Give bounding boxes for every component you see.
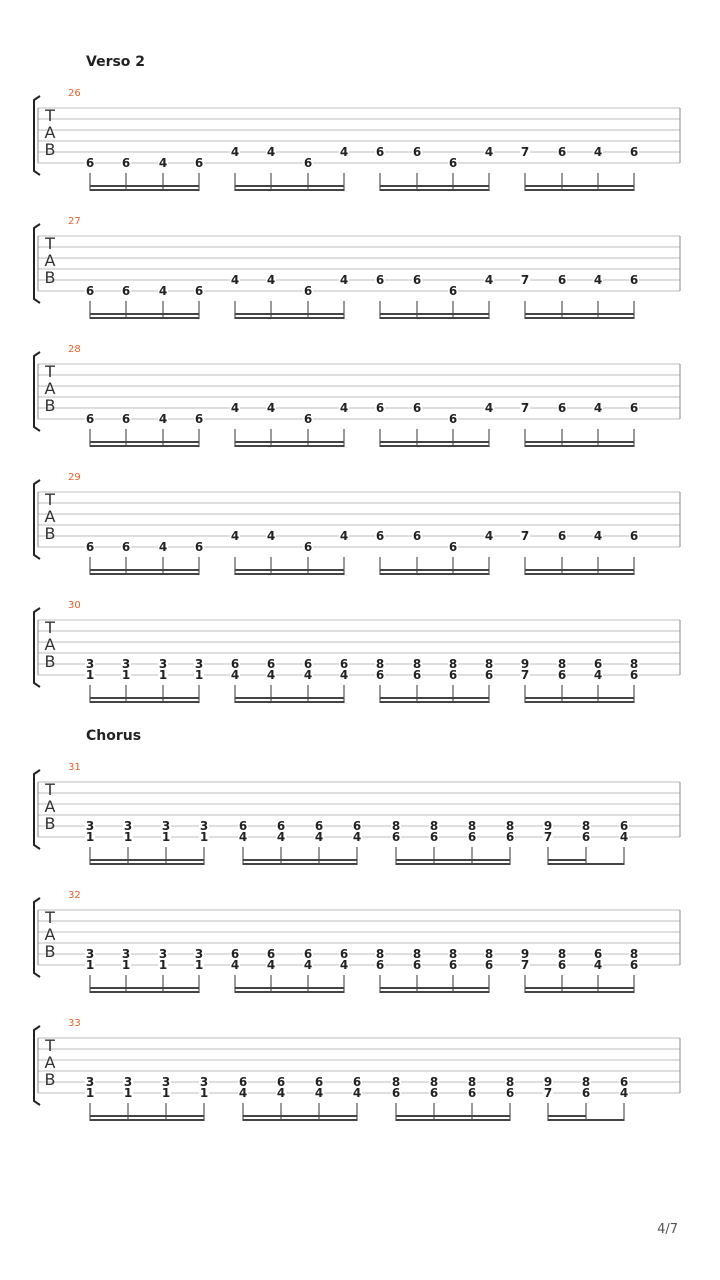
fret-number: 6: [412, 958, 422, 972]
fret-number: 6: [412, 273, 422, 287]
tab-system-31: [34, 762, 680, 865]
fret-number: 6: [121, 284, 131, 298]
beam: [380, 441, 489, 443]
fret-number: 3: [158, 657, 168, 671]
fret-number: 3: [194, 657, 204, 671]
fret-number: 6: [238, 1075, 248, 1089]
fret-number: 6: [629, 529, 639, 543]
fret-number: 8: [505, 1075, 515, 1089]
fret-number: 3: [158, 947, 168, 961]
tab-clef-letter: A: [44, 507, 56, 526]
beam: [90, 697, 199, 699]
tab-clef-letter: T: [45, 908, 55, 927]
fret-number: 4: [339, 529, 349, 543]
fret-number: 1: [199, 1086, 209, 1100]
fret-number: 4: [593, 273, 603, 287]
tab-clef-letter: A: [44, 925, 56, 944]
fret-number: 1: [85, 958, 95, 972]
fret-number: 1: [161, 1086, 171, 1100]
fret-number: 1: [194, 668, 204, 682]
fret-number: 6: [448, 958, 458, 972]
fret-number: 6: [194, 412, 204, 426]
tab-clef-letter: A: [44, 251, 56, 270]
fret-number: 8: [484, 657, 494, 671]
beam: [380, 701, 489, 703]
fret-number: 6: [412, 668, 422, 682]
fret-number: 6: [467, 1086, 477, 1100]
beam: [235, 189, 344, 191]
beam: [380, 317, 489, 319]
fret-number: 4: [230, 145, 240, 159]
fret-number: 6: [375, 668, 385, 682]
beam: [396, 859, 510, 861]
fret-number: 6: [303, 947, 313, 961]
fret-number: 8: [557, 657, 567, 671]
fret-number: 7: [543, 830, 553, 844]
fret-number: 4: [266, 958, 276, 972]
fret-number: 6: [339, 947, 349, 961]
beam: [235, 991, 344, 993]
tab-clef-letter: B: [44, 942, 56, 961]
fret-number: 6: [85, 284, 95, 298]
beam: [548, 1119, 624, 1121]
beam: [235, 701, 344, 703]
fret-number: 4: [314, 830, 324, 844]
fret-number: 9: [520, 947, 530, 961]
beam: [525, 317, 634, 319]
fret-number: 1: [161, 830, 171, 844]
fret-number: 6: [266, 657, 276, 671]
fret-number: 4: [484, 401, 494, 415]
beam: [525, 991, 634, 993]
fret-number: 8: [375, 657, 385, 671]
beam: [235, 185, 344, 187]
fret-number: 6: [557, 529, 567, 543]
beam: [380, 445, 489, 447]
fret-number: 6: [375, 401, 385, 415]
beam: [235, 313, 344, 315]
fret-number: 6: [230, 947, 240, 961]
fret-number: 4: [158, 412, 168, 426]
tab-clef-letter: B: [44, 396, 56, 415]
fret-number: 6: [557, 145, 567, 159]
fret-number: 9: [543, 1075, 553, 1089]
fret-number: 6: [629, 145, 639, 159]
tab-clef-letter: T: [45, 490, 55, 509]
fret-number: 6: [121, 540, 131, 554]
fret-number: 4: [339, 145, 349, 159]
fret-number: 6: [629, 958, 639, 972]
fret-number: 3: [194, 947, 204, 961]
beam: [525, 445, 634, 447]
fret-number: 4: [158, 540, 168, 554]
tab-clef-letter: T: [45, 234, 55, 253]
fret-number: 6: [593, 947, 603, 961]
fret-number: 3: [161, 1075, 171, 1089]
beam: [380, 987, 489, 989]
tab-clef-letter: A: [44, 123, 56, 142]
fret-number: 6: [303, 657, 313, 671]
fret-number: 7: [520, 668, 530, 682]
fret-number: 6: [467, 830, 477, 844]
fret-number: 7: [520, 958, 530, 972]
fret-number: 6: [276, 1075, 286, 1089]
fret-number: 4: [339, 668, 349, 682]
beam: [380, 313, 489, 315]
fret-number: 1: [123, 830, 133, 844]
fret-number: 4: [230, 401, 240, 415]
tab-system-29: [34, 472, 680, 575]
measure-number: 33: [68, 1018, 81, 1029]
beam: [548, 859, 586, 861]
measure-number: 28: [68, 344, 81, 355]
tab-system-26: [34, 88, 680, 191]
beam: [380, 697, 489, 699]
fret-number: 8: [467, 1075, 477, 1089]
beam: [525, 185, 634, 187]
fret-number: 6: [85, 540, 95, 554]
beam: [548, 863, 624, 865]
beam: [90, 991, 199, 993]
beam: [396, 1115, 510, 1117]
fret-number: 4: [303, 958, 313, 972]
tab-clef-letter: T: [45, 618, 55, 637]
fret-number: 4: [352, 1086, 362, 1100]
fret-number: 1: [199, 830, 209, 844]
tab-clef-letter: T: [45, 106, 55, 125]
fret-number: 4: [303, 668, 313, 682]
fret-number: 1: [85, 1086, 95, 1100]
fret-number: 6: [557, 273, 567, 287]
tab-clef-letter: B: [44, 652, 56, 671]
fret-number: 4: [238, 1086, 248, 1100]
beam: [243, 863, 357, 865]
fret-number: 6: [412, 529, 422, 543]
fret-number: 6: [121, 156, 131, 170]
tab-clef-letter: B: [44, 140, 56, 159]
beam: [90, 573, 199, 575]
fret-number: 6: [85, 412, 95, 426]
beam: [235, 317, 344, 319]
fret-number: 8: [467, 819, 477, 833]
fret-number: 3: [121, 947, 131, 961]
fret-number: 3: [161, 819, 171, 833]
fret-number: 4: [158, 156, 168, 170]
fret-number: 4: [339, 958, 349, 972]
fret-number: 7: [520, 145, 530, 159]
beam: [90, 859, 204, 861]
fret-number: 4: [484, 273, 494, 287]
beam: [380, 189, 489, 191]
fret-number: 6: [194, 284, 204, 298]
fret-number: 6: [557, 401, 567, 415]
beam: [235, 445, 344, 447]
beam: [90, 1119, 204, 1121]
fret-number: 4: [230, 958, 240, 972]
fret-number: 8: [412, 947, 422, 961]
fret-number: 6: [121, 412, 131, 426]
fret-number: 4: [276, 1086, 286, 1100]
fret-number: 6: [303, 540, 313, 554]
beam: [90, 701, 199, 703]
fret-number: 7: [543, 1086, 553, 1100]
beam: [235, 697, 344, 699]
fret-number: 4: [484, 145, 494, 159]
beam: [235, 987, 344, 989]
fret-number: 8: [484, 947, 494, 961]
tab-clef-letter: A: [44, 379, 56, 398]
tab-clef-letter: A: [44, 1053, 56, 1072]
fret-number: 1: [85, 830, 95, 844]
fret-number: 4: [593, 401, 603, 415]
fret-number: 6: [581, 1086, 591, 1100]
beam: [396, 1119, 510, 1121]
fret-number: 4: [158, 284, 168, 298]
tab-clef-letter: B: [44, 1070, 56, 1089]
fret-number: 6: [276, 819, 286, 833]
beam: [525, 313, 634, 315]
beam: [380, 991, 489, 993]
fret-number: 6: [391, 1086, 401, 1100]
fret-number: 4: [339, 273, 349, 287]
fret-number: 6: [375, 145, 385, 159]
fret-number: 4: [266, 145, 276, 159]
fret-number: 9: [520, 657, 530, 671]
beam: [235, 569, 344, 571]
tab-system-28: [34, 344, 680, 447]
fret-number: 6: [85, 156, 95, 170]
beam: [90, 445, 199, 447]
beam: [235, 573, 344, 575]
fret-number: 6: [352, 819, 362, 833]
fret-number: 6: [619, 819, 629, 833]
fret-number: 6: [412, 401, 422, 415]
beam: [525, 441, 634, 443]
fret-number: 3: [85, 1075, 95, 1089]
tab-clef-letter: T: [45, 780, 55, 799]
fret-number: 6: [557, 668, 567, 682]
fret-number: 6: [557, 958, 567, 972]
fret-number: 8: [629, 657, 639, 671]
measure-number: 30: [68, 600, 81, 611]
beam: [380, 569, 489, 571]
fret-number: 3: [123, 819, 133, 833]
fret-number: 3: [121, 657, 131, 671]
tab-clef-letter: T: [45, 362, 55, 381]
fret-number: 4: [593, 958, 603, 972]
fret-number: 4: [276, 830, 286, 844]
fret-number: 8: [391, 819, 401, 833]
beam: [90, 441, 199, 443]
tab-clef-letter: B: [44, 814, 56, 833]
fret-number: 6: [314, 1075, 324, 1089]
fret-number: 6: [593, 657, 603, 671]
fret-number: 9: [543, 819, 553, 833]
tab-clef-letter: A: [44, 797, 56, 816]
fret-number: 3: [85, 947, 95, 961]
beam: [90, 863, 204, 865]
fret-number: 6: [339, 657, 349, 671]
beam: [90, 313, 199, 315]
fret-number: 4: [619, 830, 629, 844]
fret-number: 6: [505, 830, 515, 844]
beam: [90, 987, 199, 989]
beam: [243, 859, 357, 861]
fret-number: 8: [448, 947, 458, 961]
fret-number: 1: [121, 958, 131, 972]
tab-system-27: [34, 216, 680, 319]
beam: [90, 1115, 204, 1117]
fret-number: 4: [266, 401, 276, 415]
fret-number: 4: [230, 273, 240, 287]
tab-clef-letter: A: [44, 635, 56, 654]
fret-number: 6: [412, 145, 422, 159]
fret-number: 1: [123, 1086, 133, 1100]
fret-number: 6: [629, 668, 639, 682]
fret-number: 8: [391, 1075, 401, 1089]
fret-number: 3: [85, 819, 95, 833]
fret-number: 8: [412, 657, 422, 671]
fret-number: 4: [593, 668, 603, 682]
beam: [243, 1115, 357, 1117]
fret-number: 4: [266, 668, 276, 682]
fret-number: 6: [484, 668, 494, 682]
beam: [525, 701, 634, 703]
fret-number: 3: [123, 1075, 133, 1089]
tab-system-33: [34, 1018, 680, 1121]
fret-number: 6: [629, 273, 639, 287]
beam: [90, 185, 199, 187]
fret-number: 6: [266, 947, 276, 961]
fret-number: 6: [314, 819, 324, 833]
fret-number: 8: [581, 1075, 591, 1089]
fret-number: 4: [230, 529, 240, 543]
fret-number: 6: [619, 1075, 629, 1089]
measure-number: 27: [68, 216, 81, 227]
fret-number: 6: [448, 284, 458, 298]
beam: [548, 1115, 586, 1117]
fret-number: 6: [629, 401, 639, 415]
measure-number: 31: [68, 762, 81, 773]
fret-number: 8: [557, 947, 567, 961]
beam: [525, 987, 634, 989]
fret-number: 1: [158, 668, 168, 682]
fret-number: 7: [520, 401, 530, 415]
fret-number: 4: [266, 273, 276, 287]
fret-number: 6: [429, 830, 439, 844]
fret-number: 4: [593, 145, 603, 159]
section-label-verso-2: Verso 2: [86, 54, 146, 70]
fret-number: 6: [448, 540, 458, 554]
fret-number: 1: [121, 668, 131, 682]
fret-number: 3: [85, 657, 95, 671]
beam: [525, 189, 634, 191]
fret-number: 6: [194, 156, 204, 170]
beam: [90, 189, 199, 191]
beam: [243, 1119, 357, 1121]
fret-number: 6: [375, 529, 385, 543]
fret-number: 8: [581, 819, 591, 833]
fret-number: 6: [448, 668, 458, 682]
fret-number: 4: [484, 529, 494, 543]
fret-number: 6: [194, 540, 204, 554]
fret-number: 6: [303, 284, 313, 298]
fret-number: 4: [339, 401, 349, 415]
beam: [235, 441, 344, 443]
beam: [90, 317, 199, 319]
fret-number: 8: [448, 657, 458, 671]
fret-number: 8: [429, 819, 439, 833]
fret-number: 3: [199, 1075, 209, 1089]
fret-number: 1: [85, 668, 95, 682]
fret-number: 6: [448, 412, 458, 426]
fret-number: 6: [230, 657, 240, 671]
fret-number: 7: [520, 273, 530, 287]
beam: [525, 697, 634, 699]
fret-number: 6: [581, 830, 591, 844]
fret-number: 8: [375, 947, 385, 961]
fret-number: 6: [375, 958, 385, 972]
fret-number: 6: [448, 156, 458, 170]
fret-number: 4: [238, 830, 248, 844]
tab-clef-letter: B: [44, 268, 56, 287]
fret-number: 6: [391, 830, 401, 844]
beam: [525, 573, 634, 575]
fret-number: 6: [238, 819, 248, 833]
tab-system-32: [34, 890, 680, 993]
fret-number: 4: [314, 1086, 324, 1100]
beam: [380, 573, 489, 575]
fret-number: 6: [429, 1086, 439, 1100]
fret-number: 4: [230, 668, 240, 682]
tab-clef-letter: T: [45, 1036, 55, 1055]
fret-number: 7: [520, 529, 530, 543]
fret-number: 6: [303, 156, 313, 170]
fret-number: 8: [629, 947, 639, 961]
tab-clef-letter: B: [44, 524, 56, 543]
beam: [396, 863, 510, 865]
fret-number: 1: [194, 958, 204, 972]
section-label-chorus: Chorus: [86, 728, 142, 744]
measure-number: 26: [68, 88, 81, 99]
fret-number: 6: [505, 1086, 515, 1100]
tab-system-30: [34, 600, 680, 703]
fret-number: 6: [484, 958, 494, 972]
fret-number: 6: [303, 412, 313, 426]
fret-number: 4: [593, 529, 603, 543]
fret-number: 4: [352, 830, 362, 844]
fret-number: 4: [619, 1086, 629, 1100]
fret-number: 4: [266, 529, 276, 543]
fret-number: 6: [375, 273, 385, 287]
beam: [90, 569, 199, 571]
fret-number: 8: [505, 819, 515, 833]
beam: [525, 569, 634, 571]
beam: [380, 185, 489, 187]
measure-number: 32: [68, 890, 81, 901]
fret-number: 8: [429, 1075, 439, 1089]
page-number: 4/7: [657, 1222, 678, 1237]
fret-number: 1: [158, 958, 168, 972]
measure-number: 29: [68, 472, 81, 483]
fret-number: 6: [352, 1075, 362, 1089]
fret-number: 3: [199, 819, 209, 833]
